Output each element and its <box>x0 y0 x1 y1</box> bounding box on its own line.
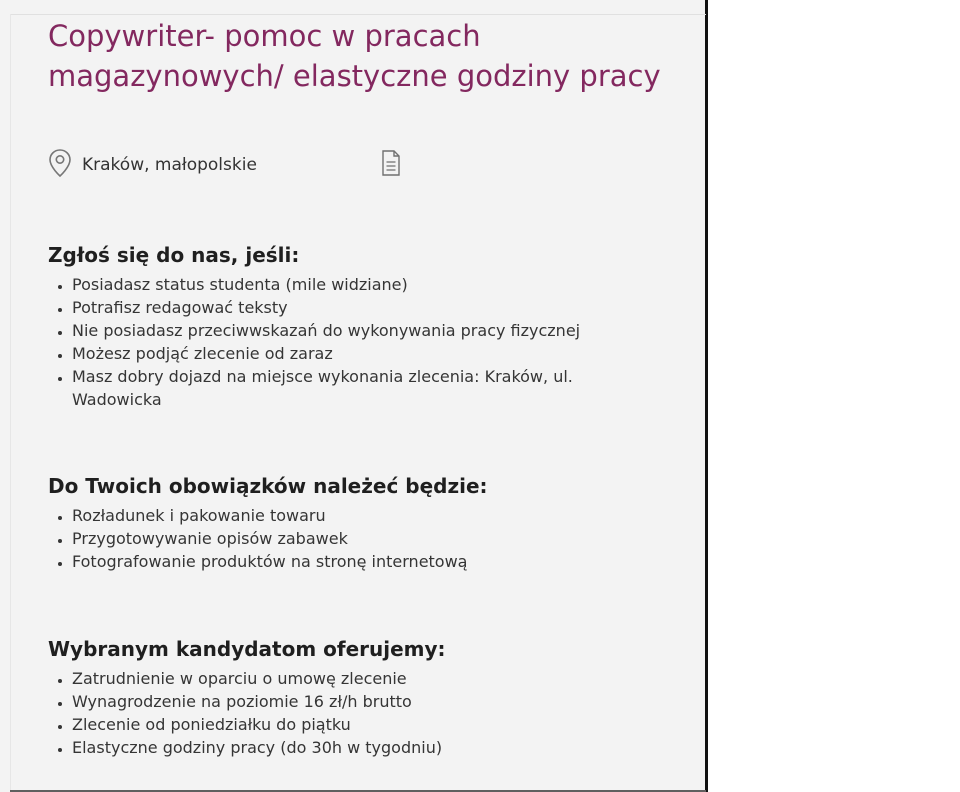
benefits-item: • Wynagrodzenie na poziomie 16 zł/h brutto <box>72 690 658 713</box>
panel-top-border <box>10 14 706 15</box>
panel-left-border <box>10 14 11 792</box>
requirements-item: • Posiadasz status studenta (mile widziane) <box>72 273 658 296</box>
requirements-item: • Nie posiadasz przeciwwskazań do wykonywania pracy fizycznej <box>72 319 658 342</box>
benefits-heading: Wybranym kandydatom oferujemy: <box>48 637 446 661</box>
duties-item: • Przygotowywanie opisów zabawek <box>72 527 658 550</box>
requirements-heading: Zgłoś się do nas, jeśli: <box>48 243 300 267</box>
duties-list <box>48 504 658 573</box>
job-title: Copywriter- pomoc w pracach magazynowych/ elastyczne godziny pracy <box>48 19 661 93</box>
benefits-item: • Zlecenie od poniedziałku do piątku <box>72 713 658 736</box>
requirements-item: • Potrafisz redagować teksty <box>72 296 658 319</box>
benefits-section <box>48 634 658 759</box>
benefits-list <box>48 667 658 759</box>
requirements-item: • Masz dobry dojazd na miejsce wykonania zlecenia: Kraków, ul. Wadowicka <box>72 365 658 411</box>
benefits-item: • Zatrudnienie w oparciu o umowę zlecenie <box>72 667 658 690</box>
map-pin-icon <box>48 148 72 178</box>
job-location: Kraków, małopolskie <box>82 155 257 175</box>
document-icon[interactable] <box>381 148 401 178</box>
duties-item: • Fotografowanie produktów na stronę internetową <box>72 550 658 573</box>
requirements-list <box>48 273 658 411</box>
benefits-item: • Elastyczne godziny pracy (do 30h w tygodniu) <box>72 736 658 759</box>
duties-section <box>48 471 658 573</box>
requirements-item: • Możesz podjąć zlecenie od zaraz <box>72 342 658 365</box>
requirements-section <box>48 240 658 411</box>
duties-item: • Rozładunek i pakowanie towaru <box>72 504 658 527</box>
duties-heading: Do Twoich obowiązków należeć będzie: <box>48 474 488 498</box>
